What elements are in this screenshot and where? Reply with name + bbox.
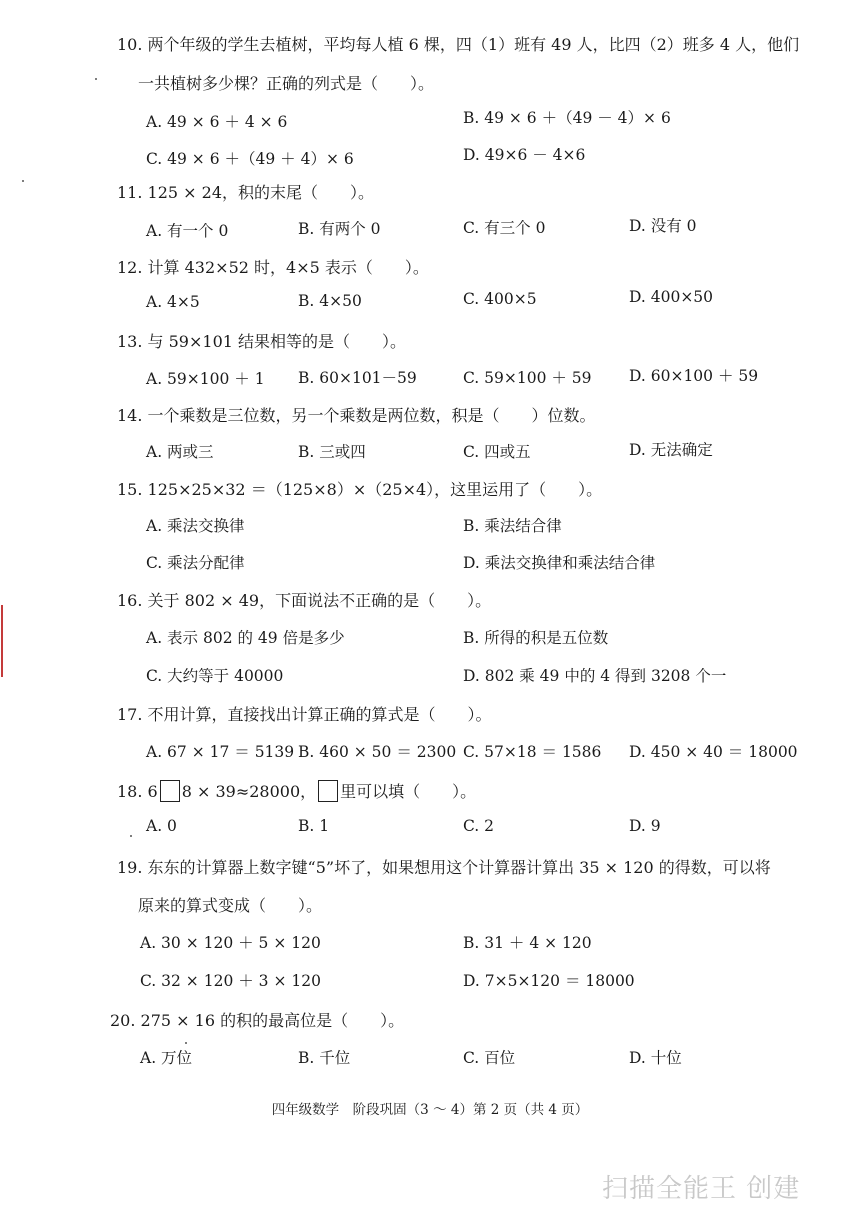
q12-option-b: B. 4×50 bbox=[298, 292, 362, 310]
q18-stem-end: 里可以填（ ）。 bbox=[340, 782, 477, 801]
q10-option-a: A. 49 × 6 ＋ 4 × 6 bbox=[146, 113, 288, 131]
scan-speck bbox=[130, 835, 132, 837]
q11-option-d: D. 没有 0 bbox=[629, 217, 697, 235]
q17-option-c: C. 57×18 ＝ 1586 bbox=[463, 743, 602, 761]
question-16: 16. 关于 802 × 49，下面说法不正确的是（ ）。 bbox=[117, 591, 492, 610]
scanner-watermark: 扫描全能王 创建 bbox=[602, 1174, 801, 1204]
question-20: 20. 275 × 16 的积的最高位是（ ）。 bbox=[110, 1011, 405, 1030]
q11-option-b: B. 有两个 0 bbox=[298, 220, 381, 238]
q15-option-d: D. 乘法交换律和乘法结合律 bbox=[463, 554, 656, 572]
q10-option-b: B. 49 × 6 ＋（49 － 4）× 6 bbox=[463, 109, 671, 127]
digit-blank-box bbox=[160, 780, 180, 802]
q16-option-d: D. 802 乘 49 中的 4 得到 3208 个一 bbox=[463, 667, 727, 685]
question-10-line2: 一共植树多少棵？正确的列式是（ ）。 bbox=[138, 74, 435, 93]
q17-option-d: D. 450 × 40 ＝ 18000 bbox=[629, 743, 798, 761]
q20-option-d: D. 十位 bbox=[629, 1049, 682, 1067]
q15-option-c: C. 乘法分配律 bbox=[146, 554, 245, 572]
q18-stem-start: 18. 6 bbox=[117, 782, 158, 801]
q19-option-b: B. 31 ＋ 4 × 120 bbox=[463, 934, 592, 952]
q20-option-a: A. 万位 bbox=[140, 1049, 193, 1067]
q12-option-d: D. 400×50 bbox=[629, 288, 714, 306]
q12-option-a: A. 4×5 bbox=[146, 293, 200, 311]
question-13: 13. 与 59×101 结果相等的是（ ）。 bbox=[117, 332, 407, 351]
q10-option-c: C. 49 × 6 ＋（49 ＋ 4）× 6 bbox=[146, 150, 354, 168]
q20-option-b: B. 千位 bbox=[298, 1049, 351, 1067]
q17-option-a: A. 67 × 17 ＝ 5139 bbox=[146, 743, 295, 761]
scan-speck bbox=[185, 1042, 187, 1044]
q16-option-c: C. 大约等于 40000 bbox=[146, 667, 284, 685]
q10-option-d: D. 49×6 － 4×6 bbox=[463, 146, 586, 164]
q13-option-c: C. 59×100 ＋ 59 bbox=[463, 369, 592, 387]
q19-option-a: A. 30 × 120 ＋ 5 × 120 bbox=[140, 934, 321, 952]
q18-option-c: C. 2 bbox=[463, 817, 495, 835]
scan-speck bbox=[22, 180, 24, 182]
q11-option-a: A. 有一个 0 bbox=[146, 222, 229, 240]
question-14: 14. 一个乘数是三位数，另一个乘数是两位数，积是（ ）位数。 bbox=[117, 406, 596, 425]
q13-option-b: B. 60×101－59 bbox=[298, 369, 417, 387]
q18-stem-middle: 8 × 39≈28000， bbox=[181, 782, 317, 801]
scan-edge-mark bbox=[1, 605, 3, 677]
q19-option-c: C. 32 × 120 ＋ 3 × 120 bbox=[140, 972, 321, 990]
q18-option-a: A. 0 bbox=[146, 817, 177, 835]
question-19-line2: 原来的算式变成（ ）。 bbox=[138, 896, 323, 915]
q18-option-b: B. 1 bbox=[298, 817, 330, 835]
q16-option-a: A. 表示 802 的 49 倍是多少 bbox=[146, 629, 345, 647]
q15-option-b: B. 乘法结合律 bbox=[463, 517, 562, 535]
q13-option-d: D. 60×100 ＋ 59 bbox=[629, 367, 759, 385]
digit-blank-box bbox=[318, 780, 338, 802]
q16-option-b: B. 所得的积是五位数 bbox=[463, 629, 609, 647]
question-12: 12. 计算 432×52 时，4×5 表示（ ）。 bbox=[117, 258, 429, 277]
q14-option-c: C. 四或五 bbox=[463, 443, 531, 461]
q19-option-d: D. 7×5×120 ＝ 18000 bbox=[463, 972, 635, 990]
q14-option-a: A. 两或三 bbox=[146, 443, 214, 461]
q14-option-d: D. 无法确定 bbox=[629, 441, 713, 459]
q15-option-a: A. 乘法交换律 bbox=[146, 517, 245, 535]
q18-option-d: D. 9 bbox=[629, 817, 661, 835]
q20-option-c: C. 百位 bbox=[463, 1049, 516, 1067]
question-11: 11. 125 × 24，积的末尾（ ）。 bbox=[117, 183, 375, 202]
q13-option-a: A. 59×100 ＋ 1 bbox=[146, 370, 265, 388]
question-15: 15. 125×25×32 ＝（125×8）×（25×4），这里运用了（ ）。 bbox=[117, 480, 603, 499]
scan-speck bbox=[95, 78, 97, 80]
q11-option-c: C. 有三个 0 bbox=[463, 219, 546, 237]
q12-option-c: C. 400×5 bbox=[463, 290, 537, 308]
q14-option-b: B. 三或四 bbox=[298, 443, 366, 461]
question-19-line1: 19. 东东的计算器上数字键“5”坏了，如果想用这个计算器计算出 35 × 120 的得数，可以将 bbox=[117, 858, 771, 877]
q17-option-b: B. 460 × 50 ＝ 2300 bbox=[298, 743, 457, 761]
question-10-line1: 10. 两个年级的学生去植树，平均每人植 6 棵，四（1）班有 49 人，比四（2）班多 4 人，他们 bbox=[117, 35, 800, 54]
question-18 bbox=[117, 779, 476, 802]
question-17: 17. 不用计算，直接找出计算正确的算式是（ ）。 bbox=[117, 705, 492, 724]
page-footer: 四年级数学 阶段巩固（3 ～ 4）第 2 页（共 4 页） bbox=[271, 1102, 589, 1118]
